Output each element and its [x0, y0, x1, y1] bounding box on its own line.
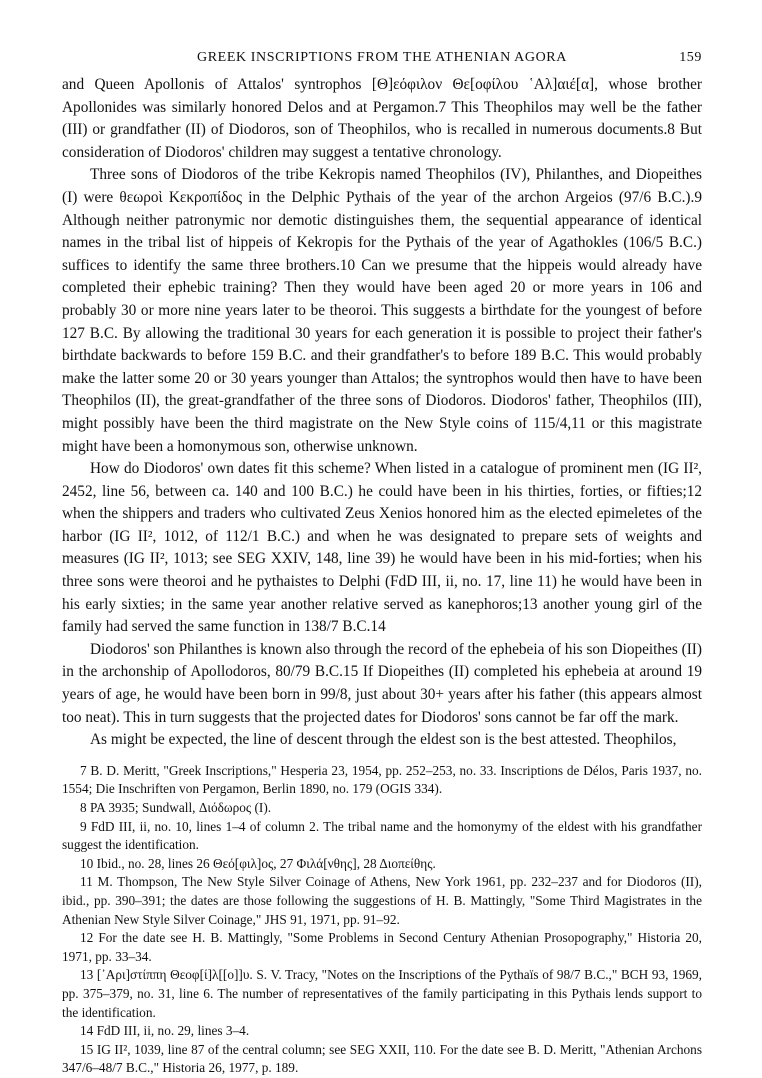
paragraph-4: Diodoros' son Philanthes is known also through the record of the ephebeia of his son Diopeithes (II) in the archonship of Apollodoros, 80/79 B.C.15 If Diopeithes (II) completed his ephebeia at around 19 years of age, he would have been born in 99/8, just about 30+ years after his father (this appears almost too neat). This in turn suggests that the projected dates for Diodoros' sons cannot be far off the mark. [62, 640, 702, 726]
paragraph-3: How do Diodoros' own dates fit this scheme? When listed in a catalogue of prominent men (IG II², 2452, line 56, between ca. 140 and 100 B.C.) he could have been in his thirties, forties, or fifties;12 when the shippers and traders who cultivated Zeus Xenios honored him as the elected epimeletes of the harbor (IG II², 1012, of 112/1 B.C.) and when he was designated to prepare sets of weights and measures (IG II², 1013; see SEG XXIV, 148, line 39) he would have been in his mid-forties; when his three sons were theoroi and he pythaistes to Delphi (FdD III, ii, no. 17, line 11) he would have been in his early sixties; in the same year another relative served as kanephoros;13 another young girl of the family had served the same function in 138/7 B.C.14 [62, 460, 702, 636]
body-text [62, 74, 702, 752]
paragraph-2: Three sons of Diodoros of the tribe Kekropis named Theophilos (IV), Philanthes, and Diopeithes (I) were θεωροὶ Κεκροπίδος in the Delphic Pythais of the year of the archon Argeios (97/6 B.C.).9 Although neither patronymic nor demotic distinguishes them, the sequential appearance of identical names in the tribal list of hippeis of Kekropis for the Pythais of the year of Agathokles (106/5 B.C.) suffices to identify the same three brothers.10 Can we presume that the hippeis would already have completed their ephebic training? Then they would have been aged 20 or more years in 106 and probably 30 or more nine years later to be theoroi. This suggests a birthdate for the youngest of before 127 B.C. By allowing the traditional 30 years for each generation it is possible to project their father's birthdate backwards to before 159 B.C. and their grandfather's to before 189 B.C. This would probably make the latter some 20 or 30 years younger than Attalos; the syntrophos would then have to have been Theophilos (II), the great-grandfather of the three sons of Diodoros. Diodoros' father, Theophilos (III), might possibly have been the third magistrate on the New Style coins of 115/4,11 or this magistrate might have been a homonymous son, otherwise unknown. [62, 166, 702, 455]
running-header [62, 44, 702, 74]
page-number: 159 [679, 50, 702, 65]
footnote-14: 14 FdD III, ii, no. 29, lines 3–4. [80, 1023, 250, 1039]
footnote-13: 13 [᾿Αρι]στίππη Θεοφ[ί]λ[[ο]]υ. S. V. Tracy, "Notes on the Inscriptions of the Pythaïs of 98/7 B.C.," BCH 93, 1969, pp. 375–379, no. 31, line 6. The number of representatives of the family participating in this Pythais lends support to the identification. [62, 967, 702, 1020]
paragraph-1: and Queen Apollonis of Attalos' syntrophos [Θ]εόφιλον Θε[οφίλου ῾Αλ]αιέ[α], whose brother Apollonides was similarly honored Delos and at Pergamon.7 This Theophilos may well be the father (III) or grandfather (II) of Diodoros, son of Theophilos, who is recalled in numerous documents.8 But consideration of Diodoros' children may suggest a tentative chronology. [62, 76, 702, 161]
footnote-8: 8 PA 3935; Sundwall, Διόδωρος (I). [80, 800, 272, 815]
running-title: GREEK INSCRIPTIONS FROM THE ATHENIAN AGORA [197, 50, 567, 65]
footnote-10: 10 Ibid., no. 28, lines 26 Θεό[φιλ]ος, 27 Φιλά[νθης], 28 Διοπείθης. [80, 855, 436, 871]
footnote-12: 12 For the date see H. B. Mattingly, "Some Problems in Second Century Athenian Prosopography," Historia 20, 1971, pp. 33–34. [62, 930, 702, 964]
footnote-7: 7 B. D. Meritt, "Greek Inscriptions," Hesperia 23, 1954, pp. 252–253, no. 33. Inscriptions de Délos, Paris 1937, no. 1554; Die Inschriften von Pergamon, Berlin 1890, no. 179 (OGIS 334). [62, 762, 702, 797]
footnote-15: 15 IG II², 1039, line 87 of the central column; see SEG XXII, 110. For the date see B. D. Meritt, "Athenian Archons 347/6–48/7 B.C.," Historia 26, 1977, p. 189. [62, 1041, 702, 1076]
footnote-11: 11 M. Thompson, The New Style Silver Coinage of Athens, New York 1961, pp. 232–237 and for Diodoros (II), ibid., pp. 390–391; the dates are those following the suggestions of H. B. Mattingly, "Some Third Magistrates in the Athenian New Style Silver Coinage," JHS 91, 1971, pp. 91–92. [62, 874, 702, 927]
footnote-9: 9 FdD III, ii, no. 10, lines 1–4 of column 2. The tribal name and the homonymy of the eldest with his grandfather suggest the identification. [62, 818, 702, 853]
footnotes [62, 762, 702, 1078]
paragraph-5: As might be expected, the line of descent through the eldest son is the best attested. Theophilos, [90, 731, 677, 749]
page [62, 44, 702, 1078]
